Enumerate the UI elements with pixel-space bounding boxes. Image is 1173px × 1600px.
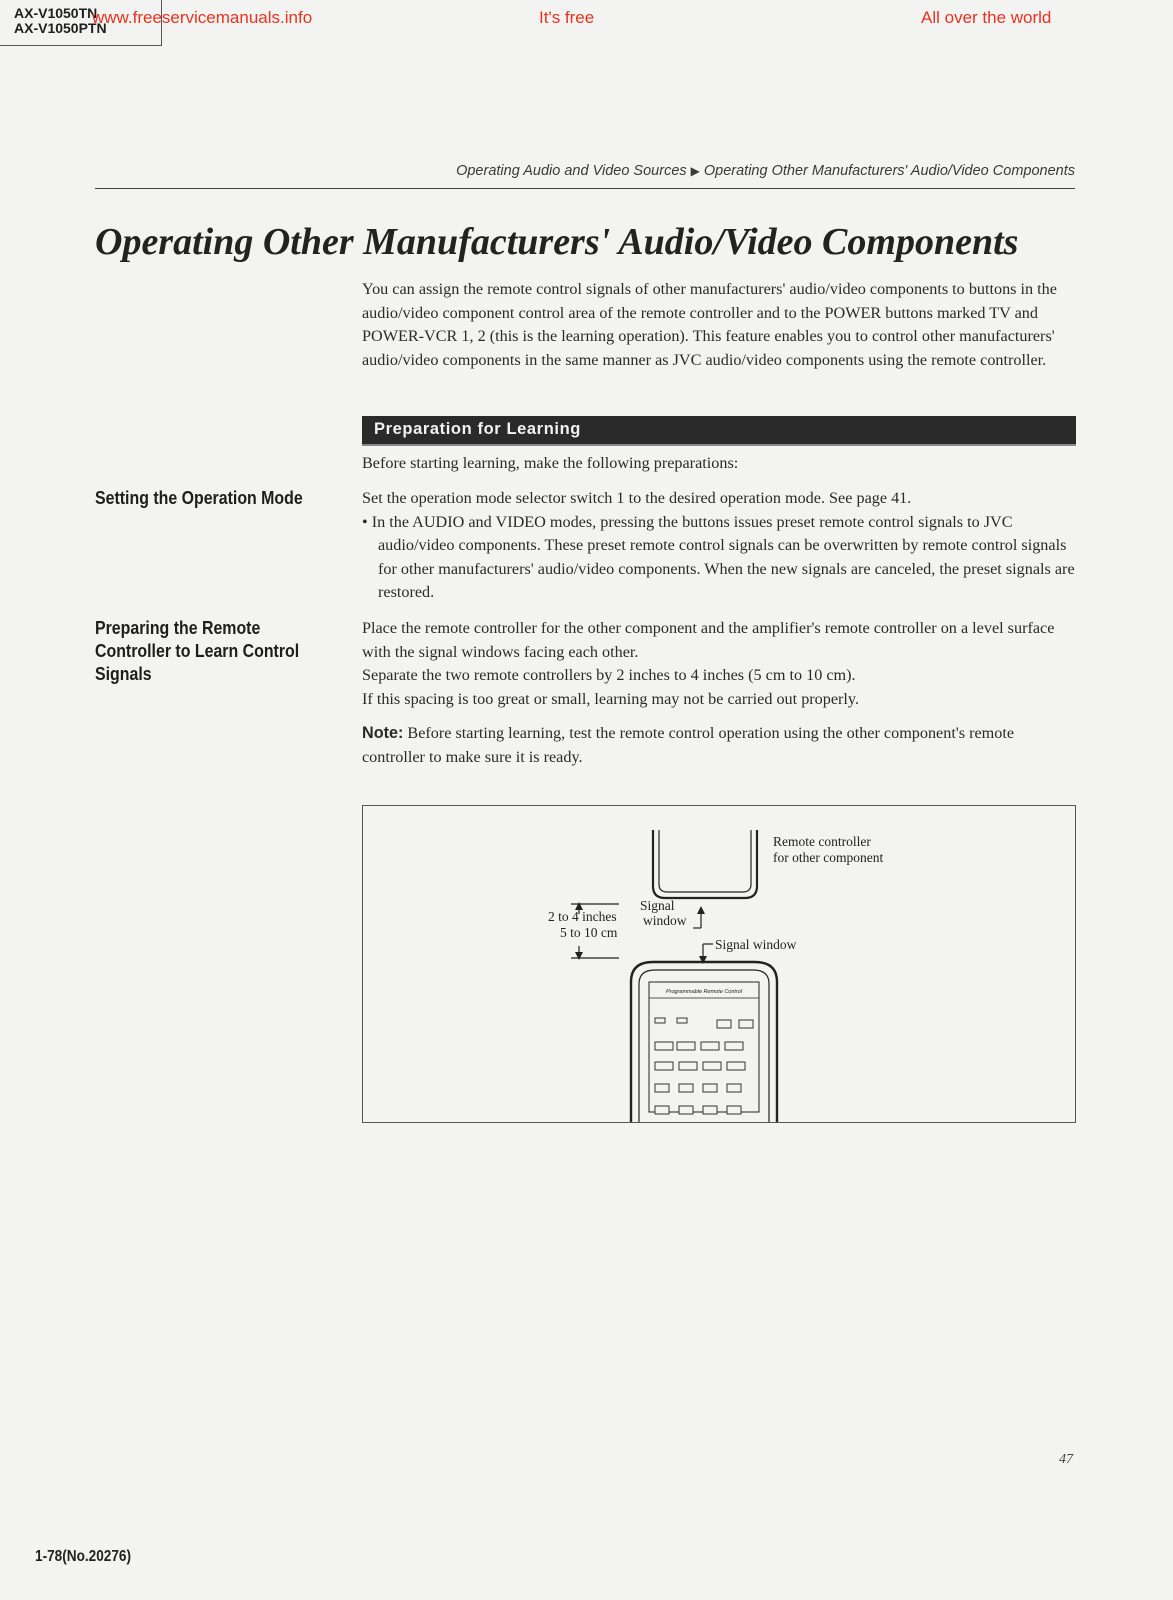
section-heading: Preparation for Learning (374, 420, 581, 438)
other-remote-outline (653, 830, 757, 898)
preparing-paragraph-2: Separate the two remote controllers by 2 inches to 4 inches (5 cm to 10 cm). (362, 666, 856, 684)
breadcrumb-separator-icon: ▶ (690, 164, 700, 178)
label-signal-window-top-2: window (643, 913, 687, 928)
label-signal-window-top-1: Signal (640, 898, 675, 913)
other-remote-inner (659, 830, 751, 892)
footer-code: 1-78(No.20276) (35, 1548, 132, 1565)
breadcrumb (456, 163, 1075, 179)
remote-buttons (655, 1018, 753, 1114)
preparing-paragraph-3: If this spacing is too great or small, learning may not be carried out properly. (362, 689, 860, 708)
note-text: Before starting learning, test the remote control operation using the other component's remote controller to make sure it is ready. (362, 724, 1015, 766)
header-rule (95, 188, 1075, 189)
operation-mode-heading: Setting the Operation Mode (95, 487, 303, 508)
tagline-center: It's free (539, 8, 595, 27)
model-number-1: AX-V1050TN (14, 5, 98, 21)
breadcrumb-parent: Operating Audio and Video Sources (456, 163, 687, 179)
intro-paragraph: You can assign the remote control signals of other manufacturers' audio/video components to buttons in the audio/video component control area of the remote controller and to the POWER buttons marked TV and POWER-VCR 1, 2 (this is the learning operation). This feature enables you to control other manufacturers' audio/video components in the same manner as JVC audio/video components using the remote controller. (362, 280, 1057, 369)
page-title: Operating Other Manufacturers' Audio/Video Components (95, 221, 1019, 263)
label-distance-inches: 2 to 4 inches (548, 909, 617, 924)
tagline-right: All over the world (921, 8, 1052, 27)
remote-face-label: Programmable Remote Control (665, 989, 743, 995)
preparing-heading: Preparing the Remote Controller to Learn Control Signals (95, 617, 300, 684)
label-other-controller-1: Remote controller (773, 834, 871, 849)
section-heading-bar (362, 416, 1076, 446)
note-block (362, 722, 1076, 769)
breadcrumb-current: Operating Other Manufacturers' Audio/Video Components (703, 163, 1075, 179)
preparing-paragraph-1: Place the remote controller for the other component and the amplifier's remote controller on a level surface with the signal windows facing each other. (362, 619, 1055, 661)
operation-mode-section (362, 487, 1076, 605)
section-lead: Before starting learning, make the following preparations: (362, 454, 739, 472)
page-number: 47 (1059, 1452, 1073, 1467)
label-other-controller-2: for other component (773, 850, 884, 865)
figure-illustration (363, 806, 1075, 1122)
site-url-link[interactable]: www.freeservicemanuals.info (92, 8, 313, 27)
label-signal-window-bottom: Signal window (715, 937, 797, 952)
learning-setup-figure (362, 805, 1076, 1123)
label-distance-cm: 5 to 10 cm (560, 925, 618, 940)
note-label: Note: (362, 724, 404, 742)
preparing-section (362, 617, 1076, 711)
model-number-2: AX-V1050PTN (14, 20, 107, 36)
operation-mode-text: Set the operation mode selector switch 1 to the desired operation mode. See page 41. (362, 489, 912, 507)
operation-mode-bullet: • In the AUDIO and VIDEO modes, pressing the buttons issues preset remote control signals to JVC audio/video components. These preset remote control signals can be overwritten by remote control signals for other manufacturers' audio/video components. When the new signals are canceled, the preset signals are restored. (362, 512, 1075, 601)
